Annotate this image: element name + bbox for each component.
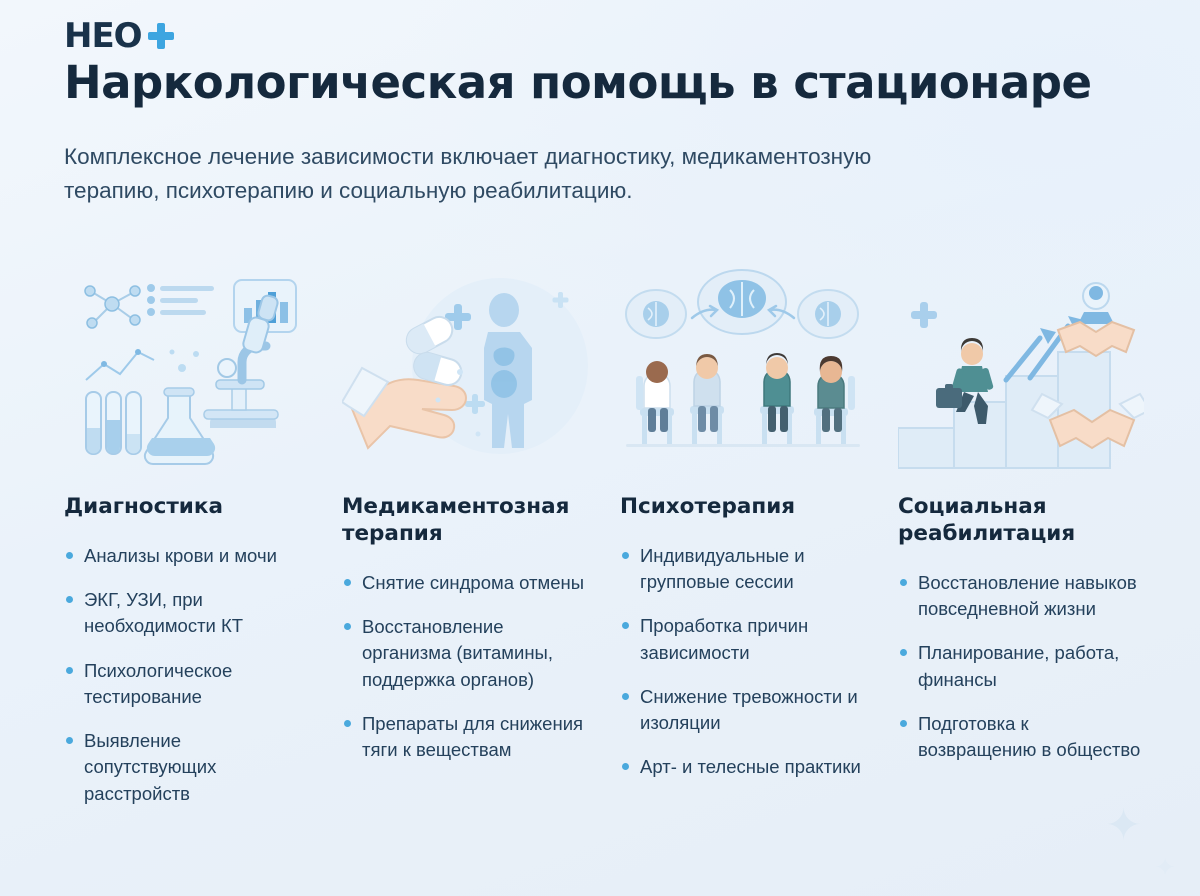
list-item: Снижение тревожности и изоляции [620,684,866,737]
sparkle-decoration-large: ✦ [1105,801,1142,850]
list-item: Индивидуальные и групповые сессии [620,543,866,596]
column-title: Психотерапия [620,494,796,519]
column-diagnostics [48,268,326,825]
column-social-rehabilitation [882,268,1160,825]
list-item: ЭКГ, УЗИ, при необходимости КТ [64,587,310,640]
list-item: Выявление сопутствующих расстройств [64,728,310,807]
list-item: Арт- и телесные практики [620,754,866,780]
list-item: Снятие синдрома отмены [342,570,588,596]
laboratory-microscope-illustration [64,268,310,476]
career-handshake-stairs-illustration [898,268,1144,476]
list-item: Планирование, работа, финансы [898,640,1144,693]
list-item: Психологическое тестирование [64,658,310,711]
sparkle-decoration-small: ✦ [1154,852,1176,882]
page-subtitle: Комплексное лечение зависимости включает диагностику, медикаментозную терапию, психотерапию и социальную реабилитацию. [64,144,872,204]
column-bullet-list [64,543,310,807]
list-item: Препараты для снижения тяги к веществам [342,711,588,764]
column-title: Социальная реабилитация [898,494,1076,546]
column-bullet-list [620,543,866,781]
plus-icon [148,23,174,49]
hand-with-pills-illustration [342,268,588,476]
list-item: Восстановление навыков повседневной жизни [898,570,1144,623]
list-item: Анализы крови и мочи [64,543,310,569]
column-medication-therapy [326,268,604,825]
column-psychotherapy [604,268,882,825]
brand-name: HEO [64,16,142,56]
list-item: Восстановление организма (витамины, поддержка органов) [342,614,588,693]
list-item: Подготовка к возвращению в общество [898,711,1144,764]
columns-container [48,268,1160,825]
list-item: Проработка причин зависимости [620,613,866,666]
brand-logo [64,16,174,56]
column-bullet-list [342,570,588,764]
column-bullet-list [898,570,1144,764]
column-title: Диагностика [64,494,223,519]
group-therapy-illustration [620,268,866,476]
column-title: Медикаментозная терапия [342,494,570,546]
page-title: Наркологическая помощь в стационаре [64,56,1092,109]
